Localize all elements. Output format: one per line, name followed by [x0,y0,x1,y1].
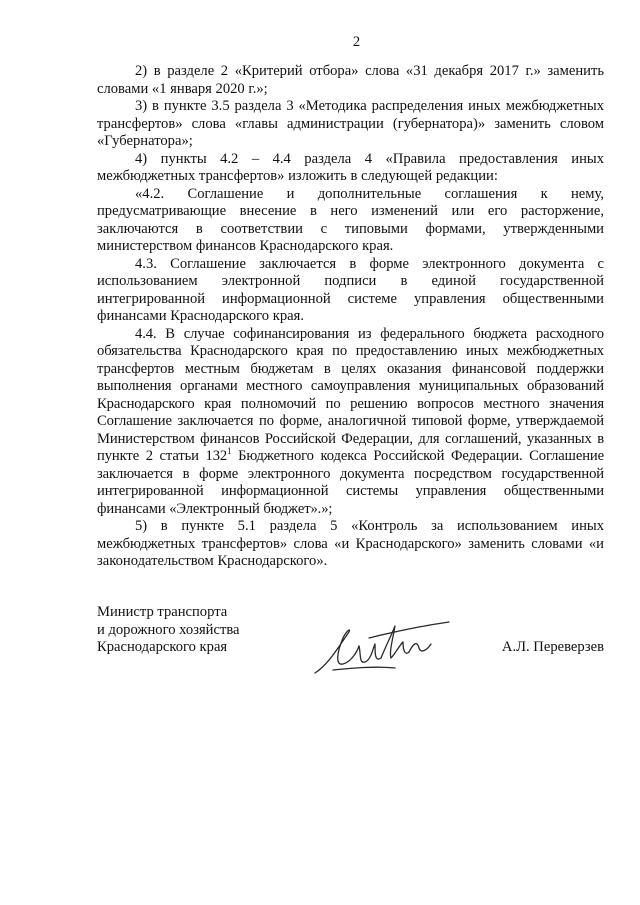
signer-title-line-3: Краснодарского края [97,639,228,655]
amendment-paragraph-5: 5) в пункте 5.1 раздела 5 «Контроль за использованием иных межбюджетных трансфертов» слова «и Краснодарского» заменить словами «и законодательством Краснодарского». [97,518,604,569]
handwritten-signature-icon [309,618,459,678]
signer-title-line-2: и дорожного хозяйства [97,621,240,638]
clause-4-3: 4.3. Соглашение заключается в форме электронного документа с использованием электронной подписи в единой государственной интегрированной информационной системе управления общественными финансами Краснодарского края. [97,255,604,324]
clause-4-4 [97,326,604,519]
signature-block [97,604,604,684]
amendment-paragraph-3: 3) в пункте 3.5 раздела 3 «Методика распределения иных межбюджетных трансфертов» слова «главы администрации (губернатора)» заменить словом «Губернатора»; [97,98,604,149]
clause-4-4-text-end: Бюджетного кодекса Российской Федерации. Соглашение заключается в форме электронного документа посредством государственной интегрированной информационной системы управления общественными финансами «Электронный бюджет».»; [97,448,604,517]
page-number: 2 [352,34,361,50]
signer-name: А.Л. Переверзев [501,639,604,655]
amendment-paragraph-4: 4) пункты 4.2 – 4.4 раздела 4 «Правила предоставления иных межбюджетных трансфертов» изложить в следующей редакции: [97,150,604,184]
amendment-paragraph-2: 2) в разделе 2 «Критерий отбора» слова «31 декабря 2017 г.» заменить словами «1 января 2020 г.»; [97,63,604,97]
clause-4-4-text-start: 4.4. В случае софинансирования из федерального бюджета расходного обязательства Краснодарского края по предоставлению иных межбюджетных трансфертов местным бюджетам в целях оказания финансовой поддержки выполнения органами местного самоуправления муниципальных образований Краснодарского края полномочий по решению вопросов местного значения Соглашение заключается по форме, аналогичной типовой форме, утверждаемой Министерством финансов Российской Федерации, для соглашений, указанных в пункте 2 статьи 132 [97,325,604,464]
clause-4-2: «4.2. Соглашение и дополнительные соглашения к нему, предусматривающие внесение в него изменений или его расторжение, заключаются в соответствии с типовыми формами, утвержденными министерством финансов Краснодарского края. [97,185,604,254]
article-superscript: 1 [227,446,232,457]
signer-title-line-1: Министр транспорта [97,604,228,620]
